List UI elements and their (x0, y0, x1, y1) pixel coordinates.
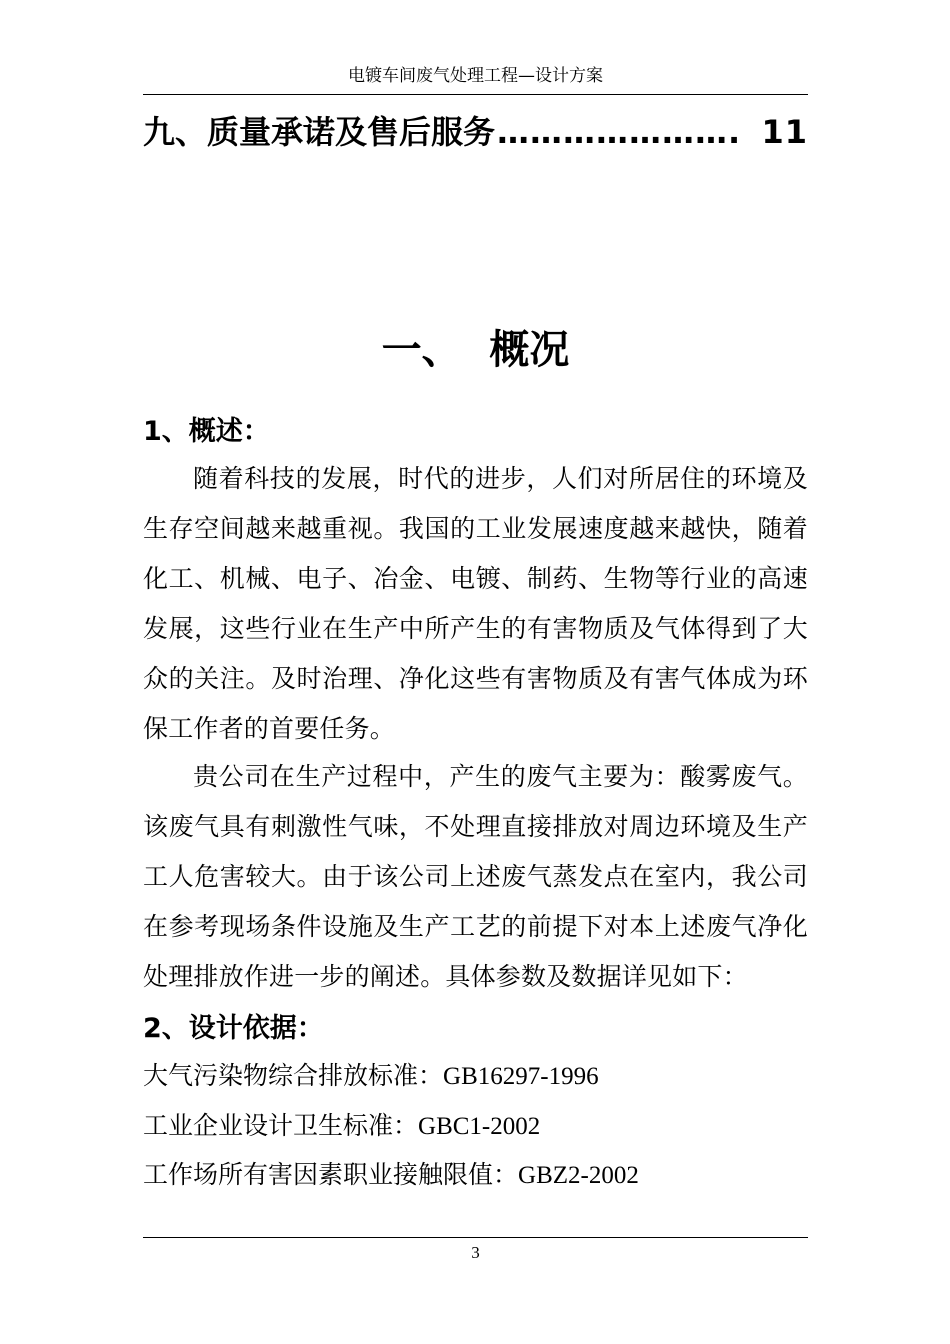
header-divider (143, 94, 808, 95)
toc-entry[interactable] (143, 108, 808, 156)
standard-item (143, 1056, 808, 1097)
running-header: 电镀车间废气处理工程—设计方案 (348, 66, 603, 86)
standard-item (143, 1155, 808, 1196)
section-heading-overview: 1、概述： (143, 416, 270, 447)
standard-name: 大气污染物综合排放标准： (143, 1061, 444, 1090)
toc-entry-page: 11 (761, 113, 808, 151)
chapter-title: 一、 概况 (381, 327, 570, 373)
toc-leader-dots: …………………. (497, 113, 742, 151)
paragraph-overview-1: 随着科技的发展，时代的进步，人们对所居住的环境及生存空间越来越重视。我国的工业发展速度越来越快，随着化工、机械、电子、冶金、电镀、制药、生物等行业的高速发展，这些行业在生产中所产生的有害物质及气体得到了大众的关注。及时治理、净化这些有害物质及有害气体成为环保工作者的首要任务。 (143, 464, 808, 743)
standard-item (143, 1106, 808, 1147)
standard-code: GBC1-2002 (418, 1113, 541, 1140)
footer-divider (143, 1237, 808, 1238)
standard-code: GBZ2-2002 (518, 1162, 639, 1189)
page-number: 3 (471, 1243, 480, 1262)
section-heading-design-basis: 2、设计依据： (143, 1013, 324, 1044)
toc-entry-title: 九、质量承诺及售后服务 (143, 113, 496, 151)
standard-name: 工作场所有害因素职业接触限值： (143, 1160, 519, 1189)
paragraph-overview-2: 贵公司在生产过程中，产生的废气主要为：酸雾废气。该废气具有刺激性气味，不处理直接排放对周边环境及生产工人危害较大。由于该公司上述废气蒸发点在室内，我公司在参考现场条件设施及生产工艺的前提下对本上述废气净化处理排放作进一步的阐述。具体参数及数据详见如下： (143, 762, 808, 991)
standard-name: 工业企业设计卫生标准： (143, 1111, 419, 1140)
standard-code: GB16297-1996 (443, 1063, 599, 1090)
